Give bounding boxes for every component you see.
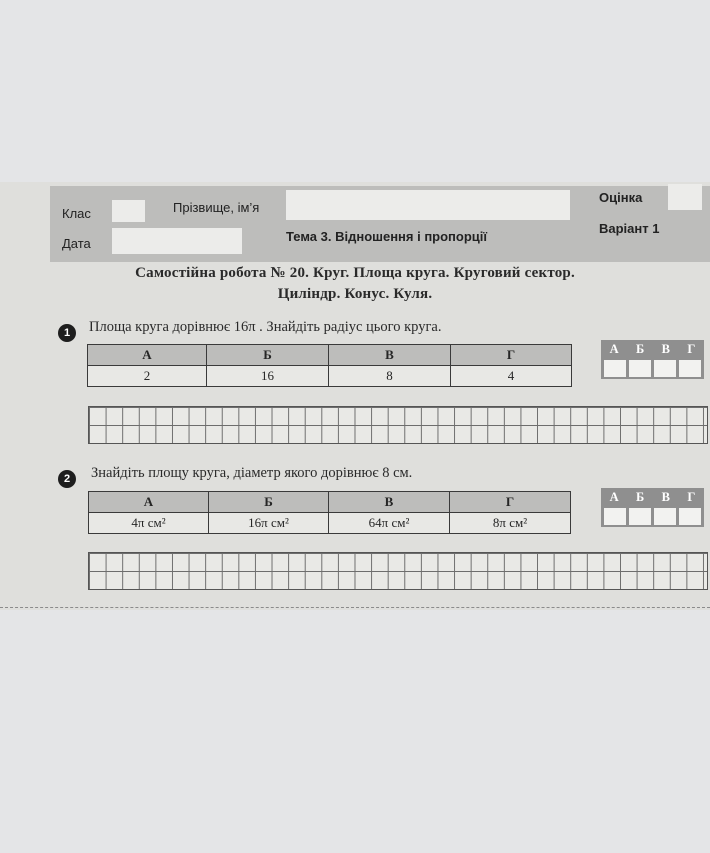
- answer-letter: А: [609, 341, 619, 356]
- class-field[interactable]: [112, 200, 145, 222]
- answer-letter: Г: [687, 489, 696, 504]
- option-letter: А: [88, 345, 207, 366]
- cut-line-divider: [0, 607, 710, 608]
- option-value: 4π см²: [89, 513, 209, 534]
- question-1-text: Площа круга дорівнює 16π . Знайдіть радіус цього круга.: [89, 319, 442, 335]
- option-letter: А: [89, 492, 209, 513]
- question-2-options: [88, 491, 571, 534]
- question-2-number: 2: [58, 470, 76, 488]
- option-value: 64π см²: [329, 513, 450, 534]
- question-1-answer-box: [601, 340, 704, 379]
- option-value: 8π см²: [450, 513, 571, 534]
- answer-cell-b[interactable]: [629, 360, 651, 377]
- work-title-line1: Самостійна робота № 20. Круг. Площа круга. Круговий сектор.: [135, 265, 575, 281]
- date-label: Дата: [62, 236, 91, 251]
- answer-cell-b[interactable]: [629, 508, 651, 525]
- topic-text: Тема 3. Відношення і пропорції: [286, 229, 488, 244]
- option-letter: Г: [450, 492, 571, 513]
- answer-cell-a[interactable]: [604, 360, 626, 377]
- class-label: Клас: [62, 206, 91, 221]
- option-letter: Г: [451, 345, 572, 366]
- answer-letter: Б: [636, 341, 645, 356]
- header-band: [50, 186, 710, 262]
- work-title-line2: Циліндр. Конус. Куля.: [277, 286, 433, 302]
- question-2-answer-box: [601, 488, 704, 527]
- name-field[interactable]: [286, 190, 570, 220]
- answer-letters: [601, 340, 704, 358]
- answer-letter: Б: [636, 489, 645, 504]
- option-letter: В: [329, 492, 450, 513]
- answer-letter: В: [661, 341, 670, 356]
- answer-letter: А: [609, 489, 619, 504]
- answer-letter: В: [661, 489, 670, 504]
- answer-cells: [601, 358, 704, 379]
- option-letter: Б: [209, 492, 329, 513]
- answer-cell-h[interactable]: [679, 360, 701, 377]
- option-value: 8: [329, 366, 451, 387]
- answer-cell-v[interactable]: [654, 508, 676, 525]
- option-letter: В: [329, 345, 451, 366]
- name-label: Прізвище, ім’я: [173, 200, 260, 215]
- answer-cells: [601, 506, 704, 527]
- option-value: 2: [88, 366, 207, 387]
- worksheet-page: [0, 182, 710, 610]
- question-2-work-grid[interactable]: [88, 552, 708, 590]
- date-field[interactable]: [112, 228, 242, 254]
- answer-cell-h[interactable]: [679, 508, 701, 525]
- option-value: 16π см²: [209, 513, 329, 534]
- answer-cell-a[interactable]: [604, 508, 626, 525]
- answer-cell-v[interactable]: [654, 360, 676, 377]
- variant-text: Варіант 1: [599, 221, 660, 236]
- question-1-options: [87, 344, 572, 387]
- option-letter: Б: [207, 345, 329, 366]
- question-2-text: Знайдіть площу круга, діаметр якого дорівнює 8 см.: [91, 465, 413, 481]
- question-1-work-grid[interactable]: [88, 406, 708, 444]
- grade-field[interactable]: [668, 184, 702, 210]
- option-value: 4: [451, 366, 572, 387]
- grade-label: Оцінка: [599, 190, 643, 205]
- answer-letters: [601, 488, 704, 506]
- answer-letter: Г: [687, 341, 696, 356]
- question-1-number: 1: [58, 324, 76, 342]
- option-value: 16: [207, 366, 329, 387]
